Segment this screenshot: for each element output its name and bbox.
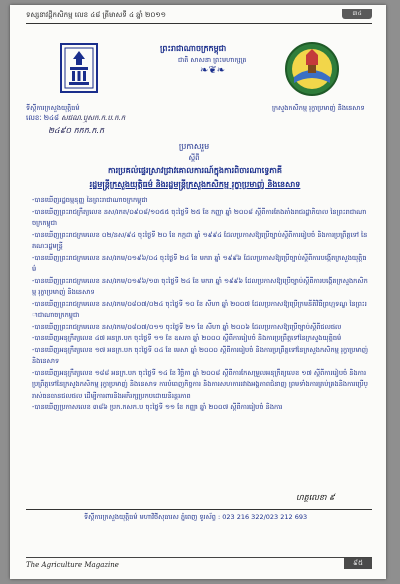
national-motto: ជាតិ សាសនា ព្រះមហាក្សត្រ bbox=[178, 56, 247, 64]
issuing-ministry-right: ក្រសួងកសិកម្ម រុក្ខាប្រមាញ់ និងនេសាទ bbox=[272, 104, 365, 112]
paragraph: -បានឃើញព្រះរាជក្រមលេខ នស/រកម/០៨០៧/០២៤ ចុះថ្ងៃទី ១០ ខែ សីហា ឆ្នាំ ២០០៧ ដែលប្រកាសឱ្យប្រើក្រមនីតិវិធីព្រហ្មទណ្ឌ នៃព្រះរាជាណាចក្រកម្ពុជា bbox=[32, 299, 367, 319]
signature: ហត្ថលេខា ៩ bbox=[296, 493, 335, 502]
paragraph: -បានឃើញអនុក្រឹត្យលេខ ១៨៨ អនក្រ.បក ចុះថ្ងៃទី ១៤ ខែ វិច្ឆិកា ឆ្នាំ ២០០៨ ស្តីពីការកែសម្រួលអនុក្រឹត្យលេខ ១៧ ស្តីពីការរៀបចំ និងការប្រព្រឹត្តទៅនៃក្រសួងកសិកម្ម រុក្ខាប្រមាញ់ និងនេសាទ ការបំពេញកិច្ចការ និងការសហការរវាងអង្គភាពជំនាញ ព្រមទាំងការគ្រប់គ្រងនិងការប្រើប្រាស់ធនធានជលផល ដើម្បីការពារនិងអភិរក្សប្រកបដោយនិរន្តរភាព bbox=[32, 368, 368, 400]
paragraph: -បានឃើញប្រកាសលេខ ៣៨៦ ប្រក.កសក.ប ចុះថ្ងៃទី ១១ ខែ កញ្ញា ឆ្នាំ ២០០៧ ស្តីពីការរៀបចំ និងការ bbox=[32, 403, 283, 411]
page-number: ៩៥ bbox=[344, 558, 372, 569]
ornament-divider: ❧❦❧ bbox=[200, 65, 226, 76]
kingdom-heading: ព្រះរាជាណាចក្រកម្ពុជា bbox=[160, 44, 227, 53]
paragraph: -បានឃើញព្រះរាជក្រមលេខ ០២/នស/៩៤ ចុះថ្ងៃទី ២០ ខែ កក្កដា ឆ្នាំ ១៩៩៤ ដែលប្រកាសឱ្យប្រើច្បាប់ស្តីពីការរៀបចំ និងការប្រព្រឹត្តទៅ នៃគណៈរដ្ឋមន្ត្រី bbox=[32, 230, 368, 250]
document-title-line-2: រដ្ឋមន្ត្រីក្រសួងយុត្តិធម៌ និងរដ្ឋមន្ត្រីក្រសួងកសិកម្ម រុក្ខាប្រមាញ់ និងនេសាទ bbox=[89, 180, 301, 189]
header-divider bbox=[26, 23, 372, 24]
document-page bbox=[10, 5, 386, 579]
corner-page-tab: ៣៤ bbox=[342, 9, 372, 19]
paragraph: -បានឃើញព្រះរាជក្រឹត្យលេខ នស/រកត/០៩០៨/១០៥៥ ចុះថ្ងៃទី ២៥ ខែ កញ្ញា ឆ្នាំ ២០០៨ ស្តីពីការតែងតាំងរាជរដ្ឋាភិបាល នៃព្រះរាជាណាចក្រកម្ពុជា bbox=[32, 207, 367, 227]
reference-number bbox=[26, 114, 125, 124]
magazine-issue-header: ទស្សនាវដ្តីកសិកម្ម លេខ ៤៨ ត្រីមាសទី ៤ ឆ្នាំ ២០១១ bbox=[26, 11, 166, 19]
document-subtype: ស្តីពី bbox=[188, 154, 200, 162]
agriculture-ministry-emblem-icon bbox=[284, 41, 340, 97]
paragraph: -បានឃើញអនុក្រឹត្យលេខ ១៧ អនក្រ.បក ចុះថ្ងៃទី ០៤ ខែ មេសា ឆ្នាំ ២០០០ ស្តីពីការរៀបចំ និងការប្រព្រឹត្តទៅនៃក្រសួងកសិកម្ម រុក្ខាប្រមាញ់ និងនេសាទ bbox=[32, 345, 368, 365]
handwritten-date: ២៤៩០ កកក.ក.ក bbox=[48, 126, 105, 135]
issuing-ministry-left: ទីស្តីការក្រសួងយុត្តិធម៌ bbox=[26, 104, 80, 112]
reference-handwritten: សជណ.ឬសក.ក.ប.ក.ក bbox=[61, 114, 126, 122]
paragraph: -បានឃើញព្រះរាជក្រមលេខ នស/រកម/០១៩៦/១៣ ចុះថ្ងៃទី ២៤ ខែ មករា ឆ្នាំ ១៩៩៦ ដែលប្រកាសឱ្យប្រើច្បាប់ស្តីពីការបង្កើតក្រសួងកសិកម្ម រុក្ខាប្រមាញ់ និងនេសាទ bbox=[32, 276, 368, 296]
paragraph: -បានឃើញរដ្ឋធម្មនុញ្ញ នៃព្រះរាជាណាចក្រកម្ពុជា bbox=[32, 196, 148, 204]
magazine-name: The Agriculture Magazine bbox=[26, 561, 119, 569]
footer-address: ទីស្តីការក្រសួងយុត្តិធម៌ មហាវិថីសុធារស ភ្នំពេញ ទូរស័ព្ទ : 023 216 322/023 212 693 bbox=[84, 513, 308, 521]
document-body bbox=[32, 195, 368, 501]
document-type: ប្រកាសរួម bbox=[178, 142, 210, 151]
reference-label: លេខៈ ២៤៨ bbox=[26, 114, 62, 122]
document-title-line-1: ការប្រគល់ផ្ទេរស្រាវជ្រាវគោលការណ៍ក្នុងការពិចារណាទ្វេភាគី bbox=[108, 166, 282, 175]
paragraph: -បានឃើញព្រះរាជក្រមលេខ នស/រកម/០១៩៦/០៤ ចុះថ្ងៃទី ២៤ ខែ មករា ឆ្នាំ ១៩៩៦ ដែលប្រកាសឱ្យប្រើច្បាប់ស្តីពីការបង្កើតក្រសួងយុត្តិធម៌ bbox=[32, 253, 367, 273]
footer-divider bbox=[26, 509, 372, 510]
paragraph: -បានឃើញព្រះរាជក្រមលេខ នស/រកម/០៨០៧/០១១ ចុះថ្ងៃទី ២១ ខែ សីហា ឆ្នាំ ២០០៦ ដែលប្រកាសឱ្យប្រើច្បាប់ស្តីពីជលផល bbox=[32, 322, 342, 331]
justice-ministry-emblem-icon bbox=[58, 41, 100, 95]
paragraph: -បានឃើញអនុក្រឹត្យលេខ ៤៧ អនក្រ.បក ចុះថ្ងៃទី ១១ ខែ ឧសភា ឆ្នាំ ២០០០ ស្តីពីការរៀបចំ និងការប្រព្រឹត្តទៅនៃក្រសួងយុត្តិធម៌ bbox=[32, 334, 342, 342]
magazine-footer-divider bbox=[26, 557, 372, 558]
